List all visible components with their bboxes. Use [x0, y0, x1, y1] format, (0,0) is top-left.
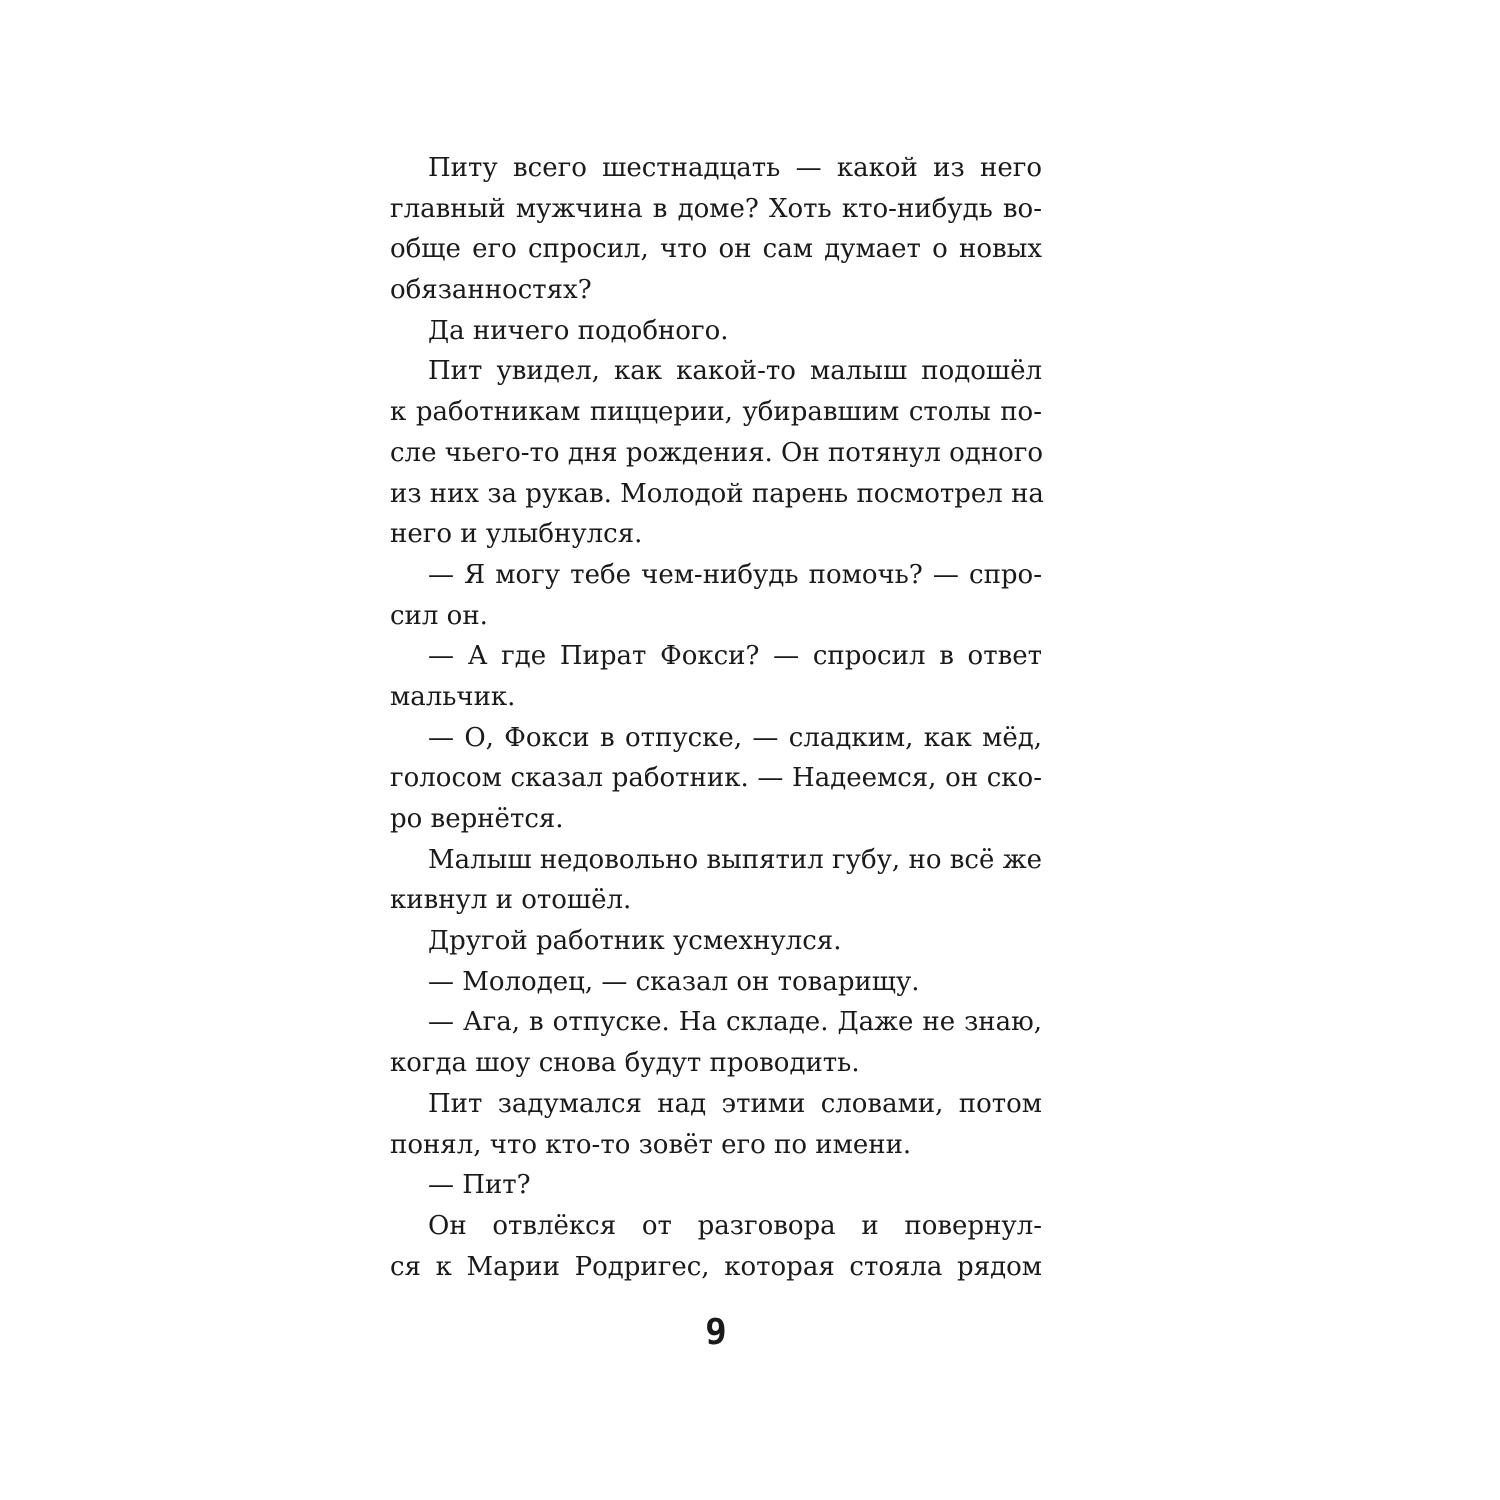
text-line: — Молодец, — сказал он товарищу. [428, 966, 920, 997]
page-number: 9 [705, 1312, 727, 1353]
text-line: — Ага, в отпуске. На складе. Даже не знаю, [428, 1007, 1042, 1038]
text-line: ро вернётся. [390, 804, 564, 834]
text-line: — А где Пират Фокси? — спросил в ответ [428, 641, 1042, 672]
text-line: — О, Фокси в отпуске, — сладким, как мёд, [428, 722, 1042, 753]
text-line: Другой работник усмехнулся. [428, 926, 842, 957]
text-line: сил он. [390, 600, 488, 631]
text-line: него и улыбнулся. [390, 519, 643, 550]
text-line: понял, что кто-то зовёт его по имени. [390, 1129, 912, 1160]
text-line: Да ничего подобного. [428, 315, 729, 346]
text-line: ся к Марии Родригес, которая стояла рядом [390, 1251, 1042, 1282]
text-line: когда шоу снова будут проводить. [390, 1048, 860, 1079]
text-line: из них за рукав. Молодой парень посмотрел на [390, 478, 1044, 509]
text-line: кивнул и отошёл. [390, 885, 632, 916]
text-line: голосом сказал работник. — Надеемся, он ско- [390, 763, 1042, 794]
text-line: к работникам пиццерии, убиравшим столы по- [390, 397, 1042, 428]
text-line: — Я могу тебе чем-нибудь помочь? — спро- [428, 559, 1042, 590]
text-line: Питу всего шестнадцать — какой из него [428, 153, 1042, 183]
text-line: главный мужчина в доме? Хоть кто-нибудь во- [390, 193, 1042, 224]
text-line: Пит задумался над этими словами, потом [428, 1088, 1042, 1119]
text-line: Он отвлёкся от разговора и повернул- [428, 1210, 1042, 1241]
text-line: сле чьего-то дня рождения. Он потянул одного [390, 437, 1044, 468]
text-line: обязанностях? [390, 275, 592, 306]
text-line: обще его спросил, что он сам думает о новых [390, 234, 1042, 265]
text-line: — Пит? [428, 1170, 531, 1201]
text-line: Пит увидел, как какой-то малыш подошёл [428, 356, 1042, 387]
body-text [390, 148, 1042, 1287]
text-line: Малыш недовольно выпятил губу, но всё же [428, 844, 1042, 875]
text-line: мальчик. [390, 681, 516, 712]
